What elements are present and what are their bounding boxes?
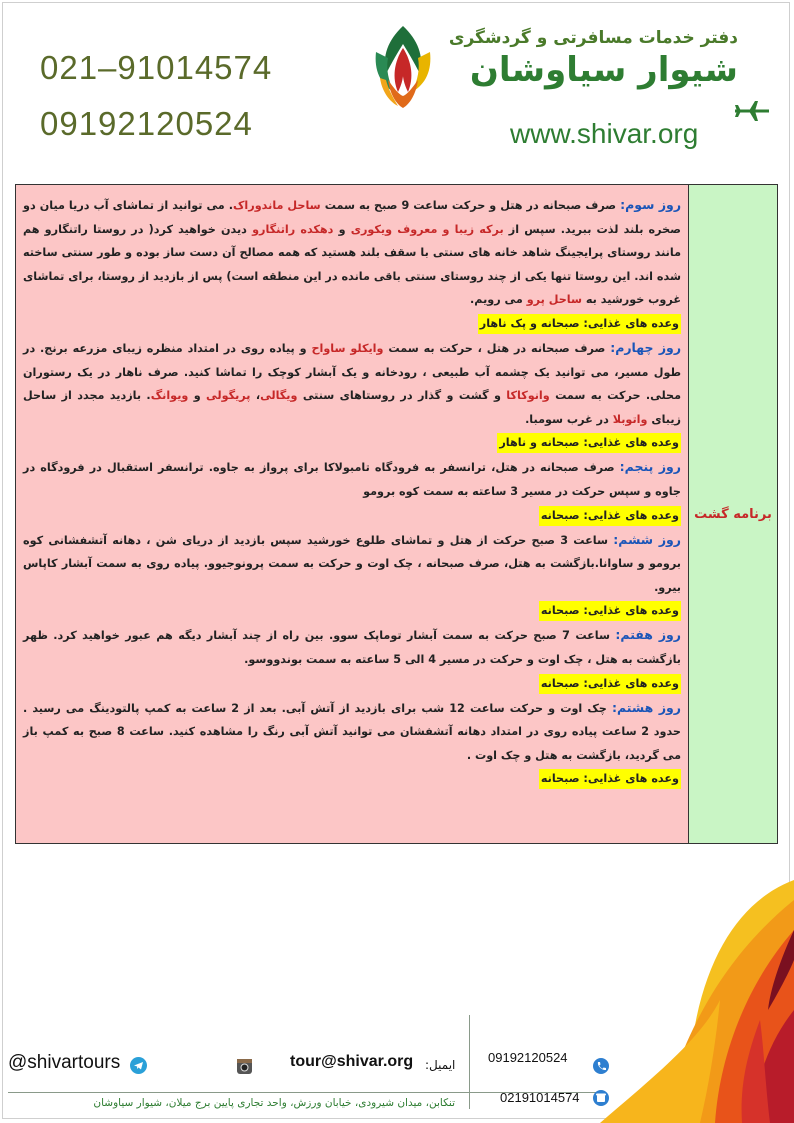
place-name: واتوبلا xyxy=(612,412,648,426)
itinerary-day xyxy=(23,696,681,768)
day-text: . می توانید از تماشای آب دریا میان دو صخره بلند لذت ببرید. سپس از xyxy=(23,199,681,236)
day-title: روز هفتم: xyxy=(615,627,681,643)
day-text: و گشت و گذار در روستاهای سنتی xyxy=(297,389,507,403)
phone-icon xyxy=(593,1058,609,1074)
place-name: ساحل ماندوراک xyxy=(232,199,321,212)
email-label: ایمیل: xyxy=(425,1058,456,1072)
brand-subtitle: دفتر خدمات مسافرتی و گردشگری xyxy=(448,28,738,48)
place-name: برکه زیبا و معروف ویکوری xyxy=(350,222,504,236)
meal-info: وعده های غذایی: صبحانه xyxy=(539,769,681,789)
day-text: دیدن خواهید کرد( در روستا راتنگارو هم مانند روستای پرایجینگ شاهد خانه های سنتی با سقف بلند هستید که همه مصالح آن دست ساز بوده و طور سنتی ساخته شده اند. این روستا تنها یکی از چند روستای سنتی باقی مانده در این منطقه است) پس از بازدید از روستا، برای تماشای غروب خورشید به xyxy=(23,222,681,307)
footer-divider-vertical xyxy=(469,1015,470,1109)
place-name: ویگالی xyxy=(260,389,298,403)
meal-info: وعده های غذایی: صبحانه و ناهار xyxy=(497,433,681,453)
day-title: روز هشتم: xyxy=(611,699,681,715)
program-content xyxy=(16,185,688,843)
day-text: ساعت 7 صبح حرکت به سمت آبشار توماپک سوو. بین راه از چند آبشار دیگه هم عبور خواهید کرد. ظهر بازگشت به هتل ، چک اوت و حرکت در مسیر 4 الی 5 ساعته به سمت بوندووسو. xyxy=(23,629,681,666)
place-name: پریگولی xyxy=(206,389,251,403)
meal-info: وعده های غذایی: صبحانه xyxy=(539,601,681,621)
day-text: و پیاده روی در امتداد منظره زیبای مزرعه برنج. در طول مسیر، می توانید یک چشمه آب طبیعی ، رودخانه و یک آبشار کوچک را تماشا کنید. صرف ناهار در یک رستوران محلی. حرکت به سمت xyxy=(23,341,682,403)
social-handle[interactable]: @shivartours xyxy=(8,1052,121,1073)
day-text: ، xyxy=(250,389,261,403)
place-name: ویوانگ xyxy=(150,389,189,403)
place-name: ساحل پرو xyxy=(526,293,582,307)
day-title: روز پنجم: xyxy=(619,459,682,475)
place-name: وایکلو ساواح xyxy=(311,341,384,355)
day-text: صرف صبحانه در هتل و حرکت ساعت 9 صبح به سمت xyxy=(320,199,621,212)
footer-phone-mobile[interactable]: 09192120524 xyxy=(488,1050,568,1065)
itinerary-day xyxy=(23,455,681,503)
day-title: روز ششم: xyxy=(613,531,681,547)
footer-phone-landline[interactable]: 02191014574 xyxy=(500,1090,580,1105)
itinerary-day xyxy=(23,623,681,671)
day-title: روز چهارم: xyxy=(610,339,682,355)
day-text: چک اوت و حرکت ساعت 12 شب برای بازدید از آتش آبی. بعد از 2 ساعت به کمپ پالتودینگ می رسید . حدود 2 ساعت پیاده روی در امتداد دهانه آتشفشان می توانید آتش آبی رنگ را مشاهده کنید. ساعت 8 صبح به کمپ باز می گردید، بازگشت به هتل و چک اوت . xyxy=(23,701,681,762)
day-text: و xyxy=(188,389,207,403)
header-phones xyxy=(40,40,272,152)
day-title: روز سوم: xyxy=(620,197,682,212)
meal-info: وعده های غذایی: صبحانه و پک ناهار xyxy=(478,314,681,334)
program-side-cell xyxy=(688,185,777,843)
meal-info: وعده های غذایی: صبحانه xyxy=(539,674,681,694)
place-name: دهکده راتنگارو xyxy=(252,222,334,236)
airplane-icon xyxy=(735,100,769,122)
day-text: ساعت 3 صبح حرکت از هتل و تماشای طلوع خورشید سپس بازدید از دریای شن ، دهانه آتشفشانی کوه برومو و ساوانا.بازگشت به هتل، صرف صبحانه ، چک اوت و حرکت به سمت پرونوجیوو. پیاده روی به سمت آبشار کاپاس بیرو. xyxy=(23,533,681,594)
brand-name: شیوار سیاوشان xyxy=(469,50,738,90)
telephone-icon xyxy=(593,1090,609,1106)
program-side-label: برنامه گشت xyxy=(694,506,772,522)
header-phone-landline[interactable]: 021–91014574 xyxy=(40,49,273,86)
itinerary-day xyxy=(23,193,681,312)
website-link[interactable]: www.shivar.org xyxy=(510,118,699,149)
meal-info: وعده های غذایی: صبحانه xyxy=(539,506,681,526)
program-table xyxy=(15,184,778,844)
day-text: می رویم. xyxy=(470,293,527,307)
day-text: صرف صبحانه در هتل ، حرکت به سمت xyxy=(383,341,611,355)
lotus-logo-icon xyxy=(368,22,438,112)
instagram-icon[interactable] xyxy=(236,1058,253,1075)
email-address[interactable]: tour@shivar.org xyxy=(290,1053,414,1070)
day-text: در غرب سومبا. xyxy=(525,412,613,426)
place-name: وانوکاکا xyxy=(506,389,550,403)
telegram-icon[interactable] xyxy=(130,1057,147,1074)
day-text: و xyxy=(333,222,351,236)
header-phone-mobile[interactable]: 09192120524 xyxy=(40,105,253,142)
itinerary-day xyxy=(23,528,681,600)
day-text: . بازدید مجدد از ساحل زیبای xyxy=(23,389,681,426)
day-text: صرف صبحانه در هتل، ترانسفر به فرودگاه تامبولاکا برای پرواز به جاوه. ترانسفر استقبال در فرودگاه در جاوه و سپس حرکت در مسیر 3 ساعته به سمت کوه برومو xyxy=(23,461,681,498)
itinerary-day xyxy=(23,336,681,431)
office-address: تنکابن، میدان شیرودی، خیابان ورزش، واحد تجاری پایین برج میلان، شیوار سیاوشان xyxy=(93,1097,455,1109)
